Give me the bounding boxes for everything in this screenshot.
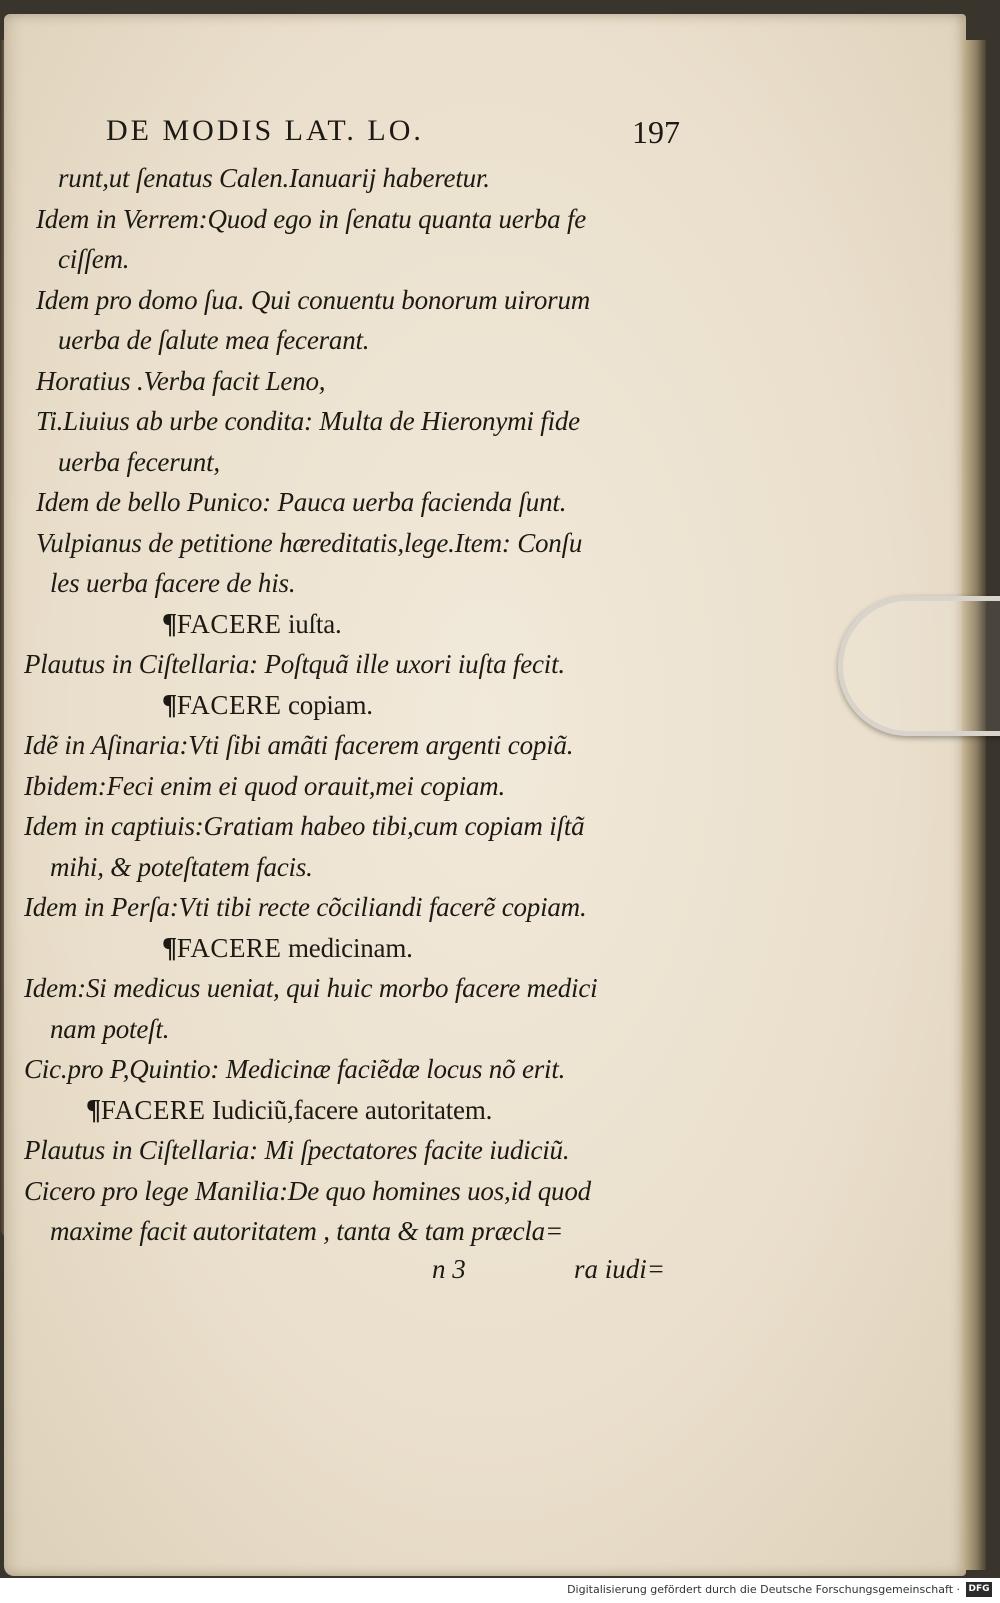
- text-line: Horatius .Verba facit Leno,: [36, 365, 326, 396]
- section-heading: [24, 1090, 704, 1131]
- text-line: Cicero pro lege Manilia:De quo homines uos,id quod: [24, 1175, 591, 1206]
- page-text: [24, 104, 704, 1296]
- heading-caps: FACERE: [176, 932, 282, 963]
- running-head-title: DE MODIS LAT. LO.: [106, 114, 424, 147]
- heading-rest: copiam.: [281, 689, 373, 720]
- text-line: Idẽ in Aſinaria:Vti ſibi amãti facerem argenti copiã.: [24, 730, 574, 760]
- text-line: Idem in Perſa:Vti tibi recte cõciliandi facerẽ copiam.: [24, 892, 587, 922]
- text-line: Ti.Liuius ab urbe condita: Multa de Hieronymi fide: [36, 406, 580, 436]
- page-footer-marks: [24, 1252, 704, 1296]
- section-heading: [24, 928, 704, 969]
- text-line: Idem pro domo ſua. Qui conuentu bonorum uirorum: [36, 284, 591, 315]
- pilcrow-mark: ¶: [162, 932, 177, 964]
- text-line: Idem de bello Punico: Pauca uerba facienda ſunt.: [36, 487, 567, 517]
- right-page-edge: [962, 40, 986, 1570]
- heading-caps: FACERE: [176, 689, 282, 720]
- text-line: uerba fecerunt,: [58, 446, 220, 477]
- text-line: runt,ut ſenatus Calen.Ianuarij haberetur.: [58, 163, 490, 193]
- page-clip: [838, 596, 1000, 736]
- text-line: Vulpianus de petitione hæreditatis,lege.Item: Conſu: [36, 527, 583, 558]
- running-head: [24, 104, 704, 158]
- text-line: mihi, & poteſtatem facis.: [50, 851, 313, 882]
- section-heading: [24, 685, 704, 726]
- text-line: Cic.pro P,Quintio: Medicinæ faciẽdæ locus nõ erit.: [24, 1054, 566, 1084]
- heading-caps: FACERE: [176, 608, 282, 639]
- section-heading: [24, 604, 704, 645]
- signature-mark: n 3: [432, 1253, 466, 1284]
- catchword: ra iudi=: [574, 1253, 665, 1284]
- heading-rest: Iudiciũ,facere autoritatem.: [205, 1094, 493, 1125]
- pilcrow-mark: ¶: [162, 689, 177, 721]
- text-line: ciſſem.: [58, 244, 130, 274]
- credit-bar: [0, 1578, 1000, 1603]
- text-line: Idem in captiuis:Gratiam habeo tibi,cum copiam iſtã: [24, 811, 585, 841]
- text-line: les uerba facere de his.: [50, 568, 296, 598]
- heading-rest: iuſta.: [281, 608, 342, 639]
- heading-rest: medicinam.: [281, 932, 413, 963]
- pilcrow-mark: ¶: [86, 1094, 101, 1126]
- text-line: Idem in Verrem:Quod ego in ſenatu quanta uerba fe: [36, 203, 587, 234]
- text-line: nam poteſt.: [50, 1013, 170, 1044]
- text-line: Plautus in Ciſtellaria: Poſtquã ille uxori iuſta fecit.: [24, 649, 565, 679]
- page-number: 197: [632, 114, 680, 150]
- credit-text: Digitalisierung gefördert durch die Deutsche Forschungsgemeinschaft ·: [567, 1583, 960, 1596]
- text-line: Plautus in Ciſtellaria: Mi ſpectatores facite iudiciũ.: [24, 1135, 570, 1165]
- text-line: Idem:Si medicus ueniat, qui huic morbo facere medici: [24, 973, 598, 1003]
- text-line: Ibidem:Feci enim ei quod orauit,mei copiam.: [24, 770, 506, 801]
- heading-caps: FACERE: [100, 1094, 206, 1125]
- text-line: maxime facit autoritatem , tanta & tam præcla=: [50, 1216, 563, 1246]
- pilcrow-mark: ¶: [162, 608, 177, 640]
- dfg-logo-icon: DFG: [966, 1582, 992, 1597]
- text-line: uerba de ſalute mea fecerant.: [58, 325, 370, 355]
